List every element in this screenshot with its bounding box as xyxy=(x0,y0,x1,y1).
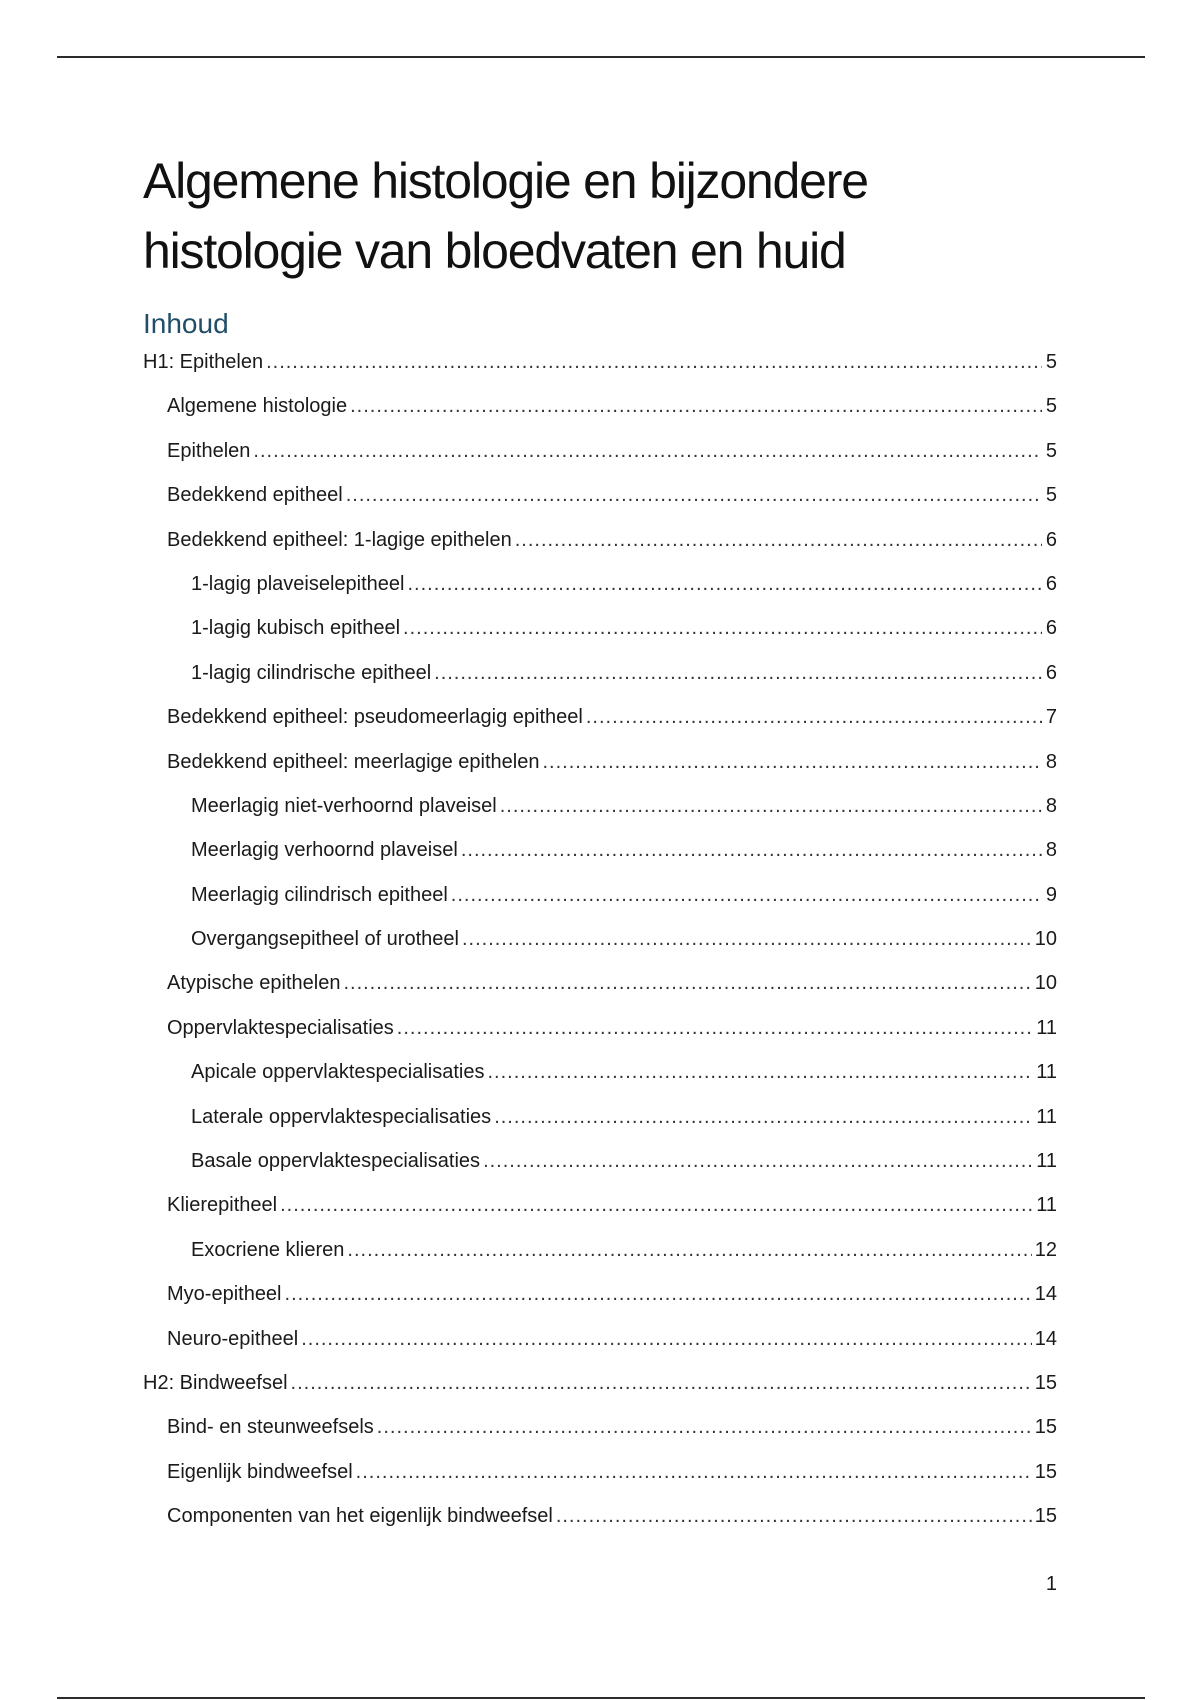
toc-entry[interactable] xyxy=(143,784,1057,828)
toc-dot-leader xyxy=(280,1183,1033,1227)
toc-entry-page[interactable]: 12 xyxy=(1034,1238,1057,1261)
table-of-contents xyxy=(143,340,1057,1539)
toc-entry-label[interactable]: Myo-epitheel xyxy=(167,1283,282,1306)
toc-entry-page[interactable]: 14 xyxy=(1034,1283,1057,1306)
toc-dot-leader xyxy=(285,1272,1032,1316)
toc-entry-page[interactable]: 14 xyxy=(1034,1327,1057,1350)
toc-entry[interactable] xyxy=(143,1095,1057,1139)
toc-entry-label[interactable]: Bedekkend epitheel xyxy=(167,484,343,507)
toc-entry[interactable] xyxy=(143,1228,1057,1272)
toc-entry[interactable] xyxy=(143,384,1057,428)
toc-entry-label[interactable]: Klierepitheel xyxy=(167,1194,278,1217)
toc-entry[interactable] xyxy=(143,1183,1057,1227)
toc-entry[interactable] xyxy=(143,1317,1057,1361)
toc-entry[interactable] xyxy=(143,606,1057,650)
toc-dot-leader xyxy=(343,961,1031,1005)
toc-heading: Inhoud xyxy=(143,308,229,339)
toc-entry-label[interactable]: Bedekkend epitheel: pseudomeerlagig epitheel xyxy=(167,706,583,729)
toc-entry[interactable] xyxy=(143,1139,1057,1183)
toc-entry-label[interactable]: Epithelen xyxy=(167,439,251,462)
toc-entry-label[interactable]: 1-lagig plaveiselepitheel xyxy=(191,572,405,595)
header-rule xyxy=(57,56,1145,58)
toc-dot-leader xyxy=(301,1317,1032,1361)
toc-dot-leader xyxy=(586,695,1042,739)
toc-entry-page[interactable]: 6 xyxy=(1045,528,1057,551)
toc-dot-leader xyxy=(462,917,1032,961)
toc-dot-leader xyxy=(266,340,1042,384)
toc-entry[interactable] xyxy=(143,1006,1057,1050)
document-title-line: Algemene histologie en bijzondere xyxy=(143,153,868,209)
toc-entry-page[interactable]: 10 xyxy=(1034,928,1057,951)
toc-entry-label[interactable]: Componenten van het eigenlijk bindweefsel xyxy=(167,1505,553,1528)
toc-dot-leader xyxy=(347,1228,1031,1272)
toc-entry-label[interactable]: Algemene histologie xyxy=(167,395,348,418)
toc-entry-label[interactable]: H2: Bindweefsel xyxy=(143,1371,288,1394)
toc-entry[interactable] xyxy=(143,740,1057,784)
toc-entry-page[interactable]: 5 xyxy=(1045,439,1057,462)
toc-entry-page[interactable]: 11 xyxy=(1036,1150,1057,1173)
toc-entry-page[interactable]: 8 xyxy=(1045,750,1057,773)
toc-entry-page[interactable]: 6 xyxy=(1045,572,1057,595)
toc-entry-page[interactable]: 11 xyxy=(1036,1016,1057,1039)
toc-dot-leader xyxy=(543,740,1043,784)
toc-entry-page[interactable]: 6 xyxy=(1045,617,1057,640)
toc-entry[interactable] xyxy=(143,1494,1057,1538)
toc-entry-label[interactable]: Neuro-epitheel xyxy=(167,1327,299,1350)
toc-dot-leader xyxy=(291,1361,1032,1405)
toc-entry[interactable] xyxy=(143,1450,1057,1494)
toc-dot-leader xyxy=(350,384,1042,428)
toc-entry-label[interactable]: 1-lagig cilindrische epitheel xyxy=(191,661,432,684)
document-title-line: histologie van bloedvaten en huid xyxy=(143,223,846,279)
toc-dot-leader xyxy=(451,873,1042,917)
toc-entry[interactable] xyxy=(143,961,1057,1005)
toc-entry-label[interactable]: Eigenlijk bindweefsel xyxy=(167,1460,353,1483)
toc-dot-leader xyxy=(346,473,1042,517)
toc-entry-page[interactable]: 11 xyxy=(1036,1105,1057,1128)
toc-dot-leader xyxy=(403,606,1042,650)
toc-entry-label[interactable]: Bedekkend epitheel: 1-lagige epithelen xyxy=(167,528,512,551)
toc-dot-leader xyxy=(556,1494,1032,1538)
toc-entry-page[interactable]: 6 xyxy=(1045,661,1057,684)
toc-entry-page[interactable]: 15 xyxy=(1034,1460,1057,1483)
toc-entry-label[interactable]: Apicale oppervlaktespecialisaties xyxy=(191,1061,485,1084)
toc-entry-label[interactable]: Bedekkend epitheel: meerlagige epithelen xyxy=(167,750,540,773)
toc-entry[interactable] xyxy=(143,917,1057,961)
footer-rule xyxy=(57,1697,1145,1699)
toc-entry[interactable] xyxy=(143,340,1057,384)
toc-dot-leader xyxy=(356,1450,1032,1494)
page-number: 1 xyxy=(1045,1573,1057,1595)
toc-dot-leader xyxy=(515,518,1042,562)
toc-entry-label[interactable]: Exocriene klieren xyxy=(191,1238,345,1261)
toc-dot-leader xyxy=(483,1139,1033,1183)
toc-entry-page[interactable]: 5 xyxy=(1045,395,1057,418)
toc-entry-page[interactable]: 8 xyxy=(1045,794,1057,817)
toc-entry[interactable] xyxy=(143,828,1057,872)
toc-entry[interactable] xyxy=(143,1272,1057,1316)
toc-entry[interactable] xyxy=(143,1405,1057,1449)
toc-dot-leader xyxy=(488,1050,1034,1094)
toc-entry-page[interactable]: 15 xyxy=(1034,1371,1057,1394)
toc-entry-page[interactable]: 9 xyxy=(1045,883,1057,906)
toc-dot-leader xyxy=(461,828,1042,872)
toc-dot-leader xyxy=(494,1095,1033,1139)
toc-entry-label[interactable]: Overgangsepitheel of urotheel xyxy=(191,928,459,951)
toc-entry-label[interactable]: Meerlagig cilindrisch epitheel xyxy=(191,883,448,906)
toc-entry-label[interactable]: Laterale oppervlaktespecialisaties xyxy=(191,1105,492,1128)
toc-entry[interactable] xyxy=(143,695,1057,739)
toc-entry[interactable] xyxy=(143,473,1057,517)
toc-entry-page[interactable]: 7 xyxy=(1045,706,1057,729)
toc-entry-page[interactable]: 15 xyxy=(1034,1505,1057,1528)
toc-entry-label[interactable]: Oppervlaktespecialisaties xyxy=(167,1016,394,1039)
toc-dot-leader xyxy=(253,429,1042,473)
toc-entry-label[interactable]: Basale oppervlaktespecialisaties xyxy=(191,1150,481,1173)
toc-entry-label[interactable]: Meerlagig niet-verhoornd plaveisel xyxy=(191,794,497,817)
toc-dot-leader xyxy=(397,1006,1033,1050)
toc-entry[interactable] xyxy=(143,518,1057,562)
toc-dot-leader xyxy=(500,784,1042,828)
toc-entry-page[interactable]: 8 xyxy=(1045,839,1057,862)
toc-entry-label[interactable]: Meerlagig verhoornd plaveisel xyxy=(191,839,458,862)
toc-dot-leader xyxy=(434,651,1042,695)
toc-entry-label[interactable]: 1-lagig kubisch epitheel xyxy=(191,617,401,640)
toc-entry[interactable] xyxy=(143,651,1057,695)
toc-dot-leader xyxy=(407,562,1042,606)
toc-entry[interactable] xyxy=(143,873,1057,917)
toc-entry[interactable] xyxy=(143,429,1057,473)
toc-entry[interactable] xyxy=(143,1050,1057,1094)
toc-entry[interactable] xyxy=(143,562,1057,606)
toc-entry-label[interactable]: Atypische epithelen xyxy=(167,972,341,995)
toc-entry-page[interactable]: 5 xyxy=(1045,484,1057,507)
toc-entry-page[interactable]: 11 xyxy=(1036,1061,1057,1084)
toc-entry-page[interactable]: 5 xyxy=(1045,351,1057,373)
document-title xyxy=(143,146,1043,286)
toc-entry-label[interactable]: H1: Epithelen xyxy=(143,351,264,373)
toc-entry-page[interactable]: 15 xyxy=(1034,1416,1057,1439)
toc-entry-label[interactable]: Bind- en steunweefsels xyxy=(167,1416,374,1439)
toc-entry-page[interactable]: 10 xyxy=(1034,972,1057,995)
toc-entry[interactable] xyxy=(143,1361,1057,1405)
toc-dot-leader xyxy=(377,1405,1032,1449)
toc-entry-page[interactable]: 11 xyxy=(1036,1194,1057,1217)
